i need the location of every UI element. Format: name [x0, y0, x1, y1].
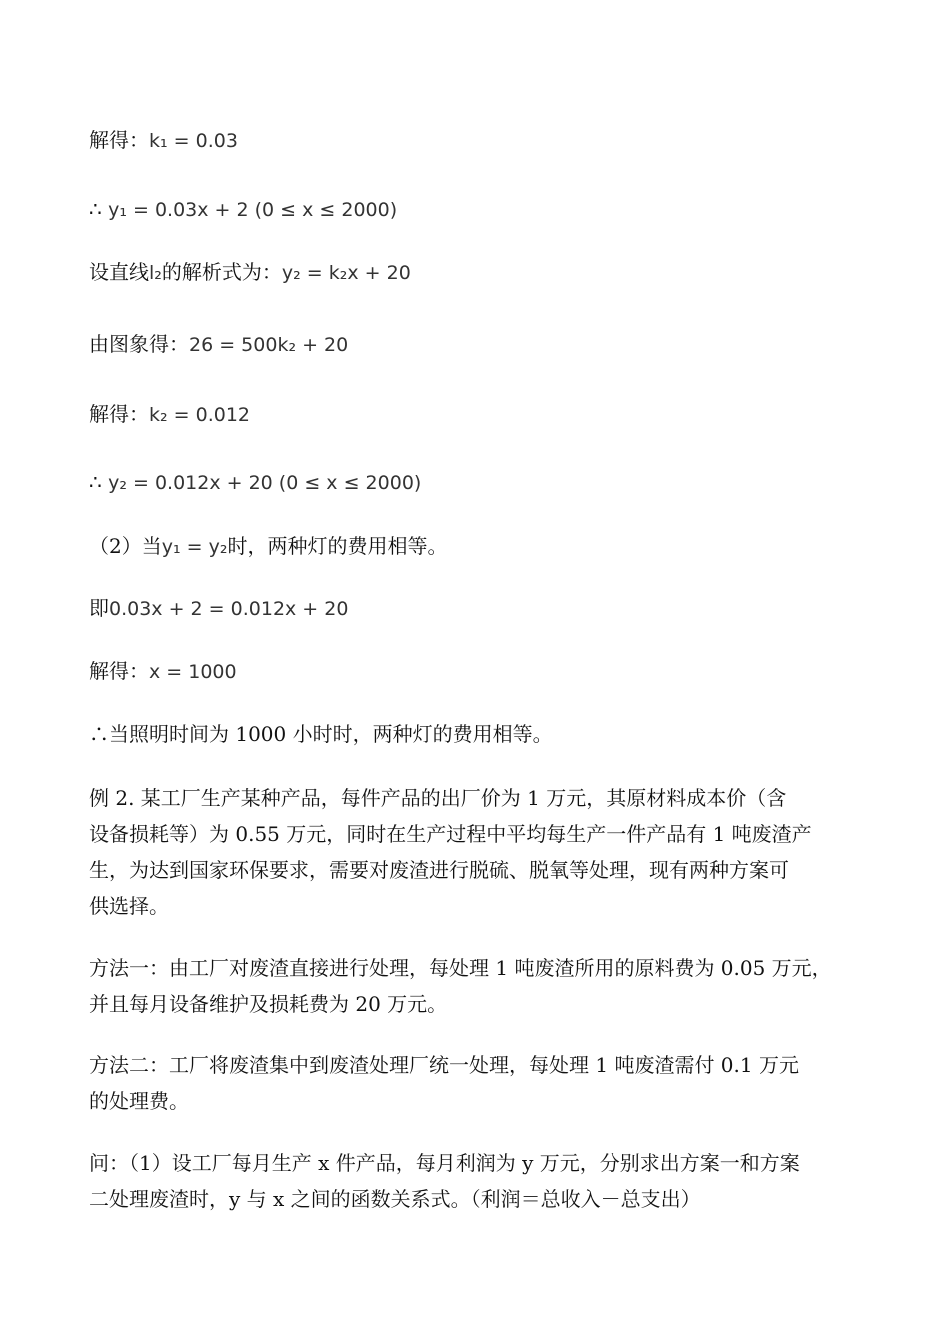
step-line-l2 — [89, 258, 411, 287]
step-solve-k2 — [89, 400, 250, 429]
step-y1 — [89, 195, 397, 224]
step-label: 解得： — [89, 402, 149, 426]
formula: l₂ — [149, 262, 162, 284]
paragraph-line: 二处理废渣时，y 与 x 之间的函数关系式。（利润＝总收入－总支出） — [89, 1187, 701, 1211]
step-label: 的解析式为： — [161, 260, 282, 284]
step-solve-k1 — [89, 126, 238, 155]
method-1-paragraph — [89, 950, 869, 1022]
method-2-paragraph — [89, 1047, 869, 1119]
step-label: （2）当 — [89, 534, 162, 558]
paragraph-line: 方法一：由工厂对废渣直接进行处理，每处理 1 吨废渣所用的原料费为 0.05 万元， — [89, 956, 832, 980]
paragraph-line: 问：（1）设工厂每月生产 x 件产品，每月利润为 y 万元，分别求出方案一和方案 — [89, 1151, 800, 1175]
formula: y₁ = y₂ — [161, 536, 228, 558]
paragraph-line: 生，为达到国家环保要求，需要对废渣进行脱硫、脱氧等处理，现有两种方案可 — [89, 858, 789, 882]
paragraph-line: 并且每月设备维护及损耗费为 20 万元。 — [89, 992, 448, 1016]
formula: k₁ = 0.03 — [149, 130, 238, 152]
step-label: 设直线 — [89, 260, 149, 284]
formula: x = 1000 — [149, 661, 237, 683]
formula: 26 = 500k₂ + 20 — [189, 334, 349, 356]
step-label: 解得： — [89, 659, 149, 683]
step-solve-x — [89, 657, 237, 686]
step-label: 由图象得： — [89, 332, 189, 356]
paragraph-line: 的处理费。 — [89, 1089, 189, 1113]
example-2-paragraph — [89, 780, 869, 924]
question-paragraph — [89, 1145, 869, 1217]
step-part2 — [89, 532, 447, 561]
step-equation — [89, 594, 348, 623]
step-y2 — [89, 468, 421, 497]
step-label: 时，两种灯的费用相等。 — [227, 534, 448, 558]
step-label: 即 — [89, 596, 109, 620]
formula: 0.03x + 2 = 0.012x + 20 — [109, 598, 349, 620]
paragraph-line: 方法二：工厂将废渣集中到废渣处理厂统一处理，每处理 1 吨废渣需付 0.1 万元 — [89, 1053, 799, 1077]
therefore-symbol: ∴ — [89, 197, 109, 221]
paragraph-line: 设备损耗等）为 0.55 万元，同时在生产过程中平均每生产一件产品有 1 吨废渣产 — [89, 822, 812, 846]
paragraph-line: 例 2. 某工厂生产某种产品，每件产品的出厂价为 1 万元，其原材料成本价（含 — [89, 786, 787, 810]
therefore-symbol: ∴ — [89, 470, 109, 494]
paragraph-line: 供选择。 — [89, 894, 169, 918]
step-label: 解得： — [89, 128, 149, 152]
step-from-graph — [89, 330, 348, 359]
formula: y₂ = 0.012x + 20 (0 ≤ x ≤ 2000) — [108, 472, 422, 494]
formula: y₂ = k₂x + 20 — [281, 262, 411, 284]
formula: k₂ = 0.012 — [149, 404, 251, 426]
conclusion: ∴当照明时间为 1000 小时时，两种灯的费用相等。 — [89, 722, 553, 746]
formula: y₁ = 0.03x + 2 (0 ≤ x ≤ 2000) — [108, 199, 398, 221]
